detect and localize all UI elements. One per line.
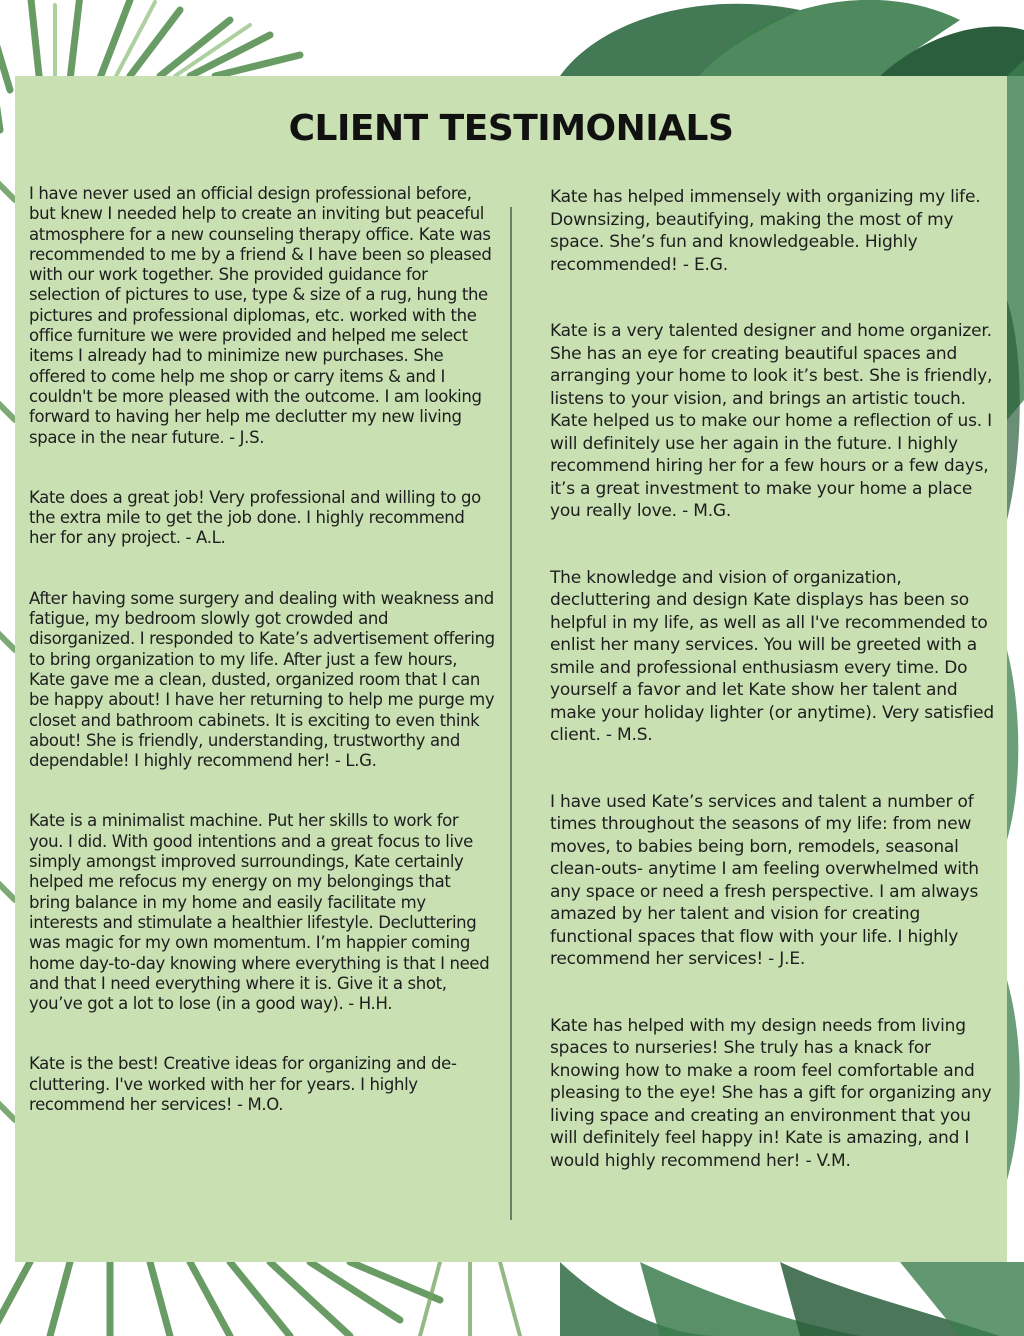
right-edge-leaf-icon xyxy=(1007,650,1020,1180)
testimonial-je: I have used Kate’s services and talent a number of times throughout the seasons of my life: from new moves, to babies being born, remodels, seasonal clean-outs- anytime I am feeling overwhelmed with any space or need a fresh perspective. I am always amazed by her talent and vision for creating functional spaces that flow with your life. I highly recommend her services! - J.E. xyxy=(550,791,979,969)
testimonial-eg: Kate has helped immensely with organizing my life. Downsizing, beautifying, making the most of my space. She’s fun and knowledgeable. Highly recommended! - E.G. xyxy=(550,187,981,275)
testimonials-left-column xyxy=(29,184,495,1155)
palm-leaf-left-edge-icon xyxy=(0,180,15,1120)
testimonial-ms: The knowledge and vision of organization, decluttering and design Kate displays has been so helpful in my life, as well as all I've recommended to enlist her many services. You will be greeted with a smile and professional enthusiasm every time. Do yourself a favor and let Kate show her talent and make your holiday lighter (or anytime). Very satisfied client. - M.S. xyxy=(550,567,994,745)
monstera-leaf-bottom-right-icon xyxy=(560,1262,1024,1336)
testimonial-al: Kate does a great job! Very professional and willing to go the extra mile to get the job done. I highly recommend her for any project. - A.L. xyxy=(29,487,481,548)
palm-leaf-bottom-left-icon xyxy=(0,1262,440,1336)
testimonial-lg: After having some surgery and dealing with weakness and fatigue, my bedroom slowly got crowded and disorganized. I responded to Kate’s advertisement offering to bring organization to my life. After just a few hours, Kate gave me a clean, dusted, organized room that I can be happy about! I have her returning to help me purge my closet and bathroom cabinets. It is exciting to even think about! She is friendly, understanding, trustworthy and dependable! I highly recommend her! - L.G. xyxy=(29,588,495,771)
testimonials-right-column xyxy=(550,186,1002,1216)
testimonial-mg: Kate is a very talented designer and home organizer. She has an eye for creating beautiful spaces and arranging your home to look it’s best. She is friendly, listens to your vision, and brings an artistic touch. Kate helped us to make our home a reflection of us. I will definitely use her again in the future. I highly recommend hiring her for a few hours or a few days, it’s a great investment to make your home a place you really love. - M.G. xyxy=(550,321,993,521)
testimonial-vm: Kate has helped with my design needs from living spaces to nurseries! She truly has a knack for knowing how to make a room feel comfortable and pleasing to the eye! She has a gift for organizing any living space and creating an environment that you will definitely feel happy in! Kate is amazing, and I would highly recommend her! - V.M. xyxy=(550,1015,992,1171)
testimonial-mo: Kate is the best! Creative ideas for organizing and de-cluttering. I've worked with her for years. I highly recommend her services! - M.O. xyxy=(29,1054,457,1114)
testimonial-hh: Kate is a minimalist machine. Put her skills to work for you. I did. With good intentions and a great focus to live simply amongst improved surroundings, Kate certainly helped me refocus my energy on my belongings that bring balance in my home and easily facilitate my interests and stimulate a healthier lifestyle. Decluttering was magic for my own momentum. I’m happier coming home day-to-day knowing where everything is that I need and that I need everything where it is. Give it a shot, you’ve got a lot to lose (in a good way). - H.H. xyxy=(29,811,490,1014)
testimonials-panel xyxy=(15,76,1007,1262)
testimonial-js: I have never used an official design professional before, but knew I needed help to create an inviting but peaceful atmosphere for a new counseling therapy office. Kate was recommended to me by a friend & I have been so pleased with our work together. She provided guidance for selection of pictures to use, type & size of a rug, hung the pictures and professional diplomas, etc. worked with the office furniture we were provided and helped me select items I already had to minimize new purchases. She offered to come help me shop or carry items & and I couldn't be more pleased with the outcome. I am looking forward to having her help me declutter my new living space in the near future. - J.S. xyxy=(29,184,492,447)
column-divider xyxy=(510,207,512,1220)
page-title: CLIENT TESTIMONIALS xyxy=(288,108,734,149)
